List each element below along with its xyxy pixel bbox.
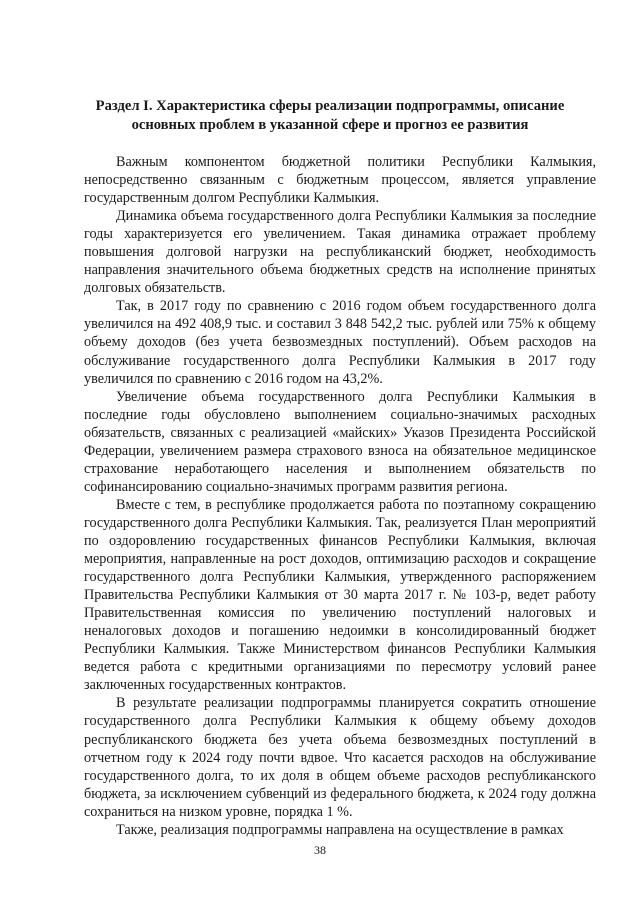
document-body bbox=[84, 153, 596, 839]
paragraph: Также, реализация подпрограммы направлена на осуществление в рамках bbox=[116, 821, 564, 838]
paragraph: Важным компонентом бюджетной политики Республики Калмыкия, непосредственно связанным с бюджетным процессом, является управление государственным долгом Республики Калмыкия. bbox=[84, 154, 596, 207]
paragraph: Увеличение объема государственного долга Республики Калмыкия в последние годы обусловлено выполнением социально-значимых расходных обязательств, связанных с реализацией «майских» Указов Президента Российской Федерации, увеличением размера страхового взноса на обязательное медицинское страхование неработающего населения и выполнением обязательств по софинансированию социально-значимых программ развития региона. bbox=[84, 388, 596, 495]
page-number: 38 bbox=[314, 843, 326, 857]
paragraph: Так, в 2017 году по сравнению с 2016 годом объем государственного долга увеличился на 492 408,9 тыс. и составил 3 848 542,2 тыс. рублей или 75% к общему объему доходов (без учета безвозмездных поступлений). Объем расходов на обслуживание государственного долга Республики Калмыкия в 2017 году увеличился по сравнению с 2016 годом на 43,2%. bbox=[84, 298, 596, 387]
paragraph: В результате реализации подпрограммы планируется сократить отношение государственного долга Республики Калмыкия к общему объему доходов республиканского бюджета без учета объема безвозмездных поступлений в отчетном году к 2024 году почти вдвое. Что касается расходов на обслуживание государственного долга, то их доля в общем объеме расходов республиканского бюджета, за исключением субвенций из федерального бюджета, к 2024 году должна сохраниться на низком уровне, порядка 1 %. bbox=[84, 695, 596, 820]
section-heading bbox=[70, 97, 590, 135]
section-heading-line-2: основных проблем в указанной сфере и прогноз ее развития bbox=[131, 117, 529, 133]
paragraph: Динамика объема государственного долга Республики Калмыкия за последние годы характеризуется его увеличением. Такая динамика отражает проблему повышения долговой нагрузки на республиканский бюджет, необходимость направления значительного объема бюджетных средств на исполнение принятых долговых обязательств. bbox=[84, 208, 596, 297]
paragraph: Вместе с тем, в республике продолжается работа по поэтапному сокращению государственного долга Республики Калмыкия. Так, реализуется План мероприятий по оздоровлению государственных финансов Республики Калмыкия, включая мероприятия, направленные на рост доходов, оптимизацию расходов и сокращение государственного долга Республики Калмыкия, утвержденного распоряжением Правительства Республики Калмыкия от 30 марта 2017 г. № 103-р, ведет работу Правительственная комиссия по увеличению поступлений налоговых и неналоговых доходов и погашению недоимки в консолидированный бюджет Республики Калмыкия. Также Министерством финансов Республики Калмыкия ведется работа с кредитными организациями по пересмотру условий ранее заключенных государственных контрактов. bbox=[84, 496, 596, 694]
section-heading-line-1: Раздел I. Характеристика сферы реализации подпрограммы, описание bbox=[95, 98, 565, 114]
